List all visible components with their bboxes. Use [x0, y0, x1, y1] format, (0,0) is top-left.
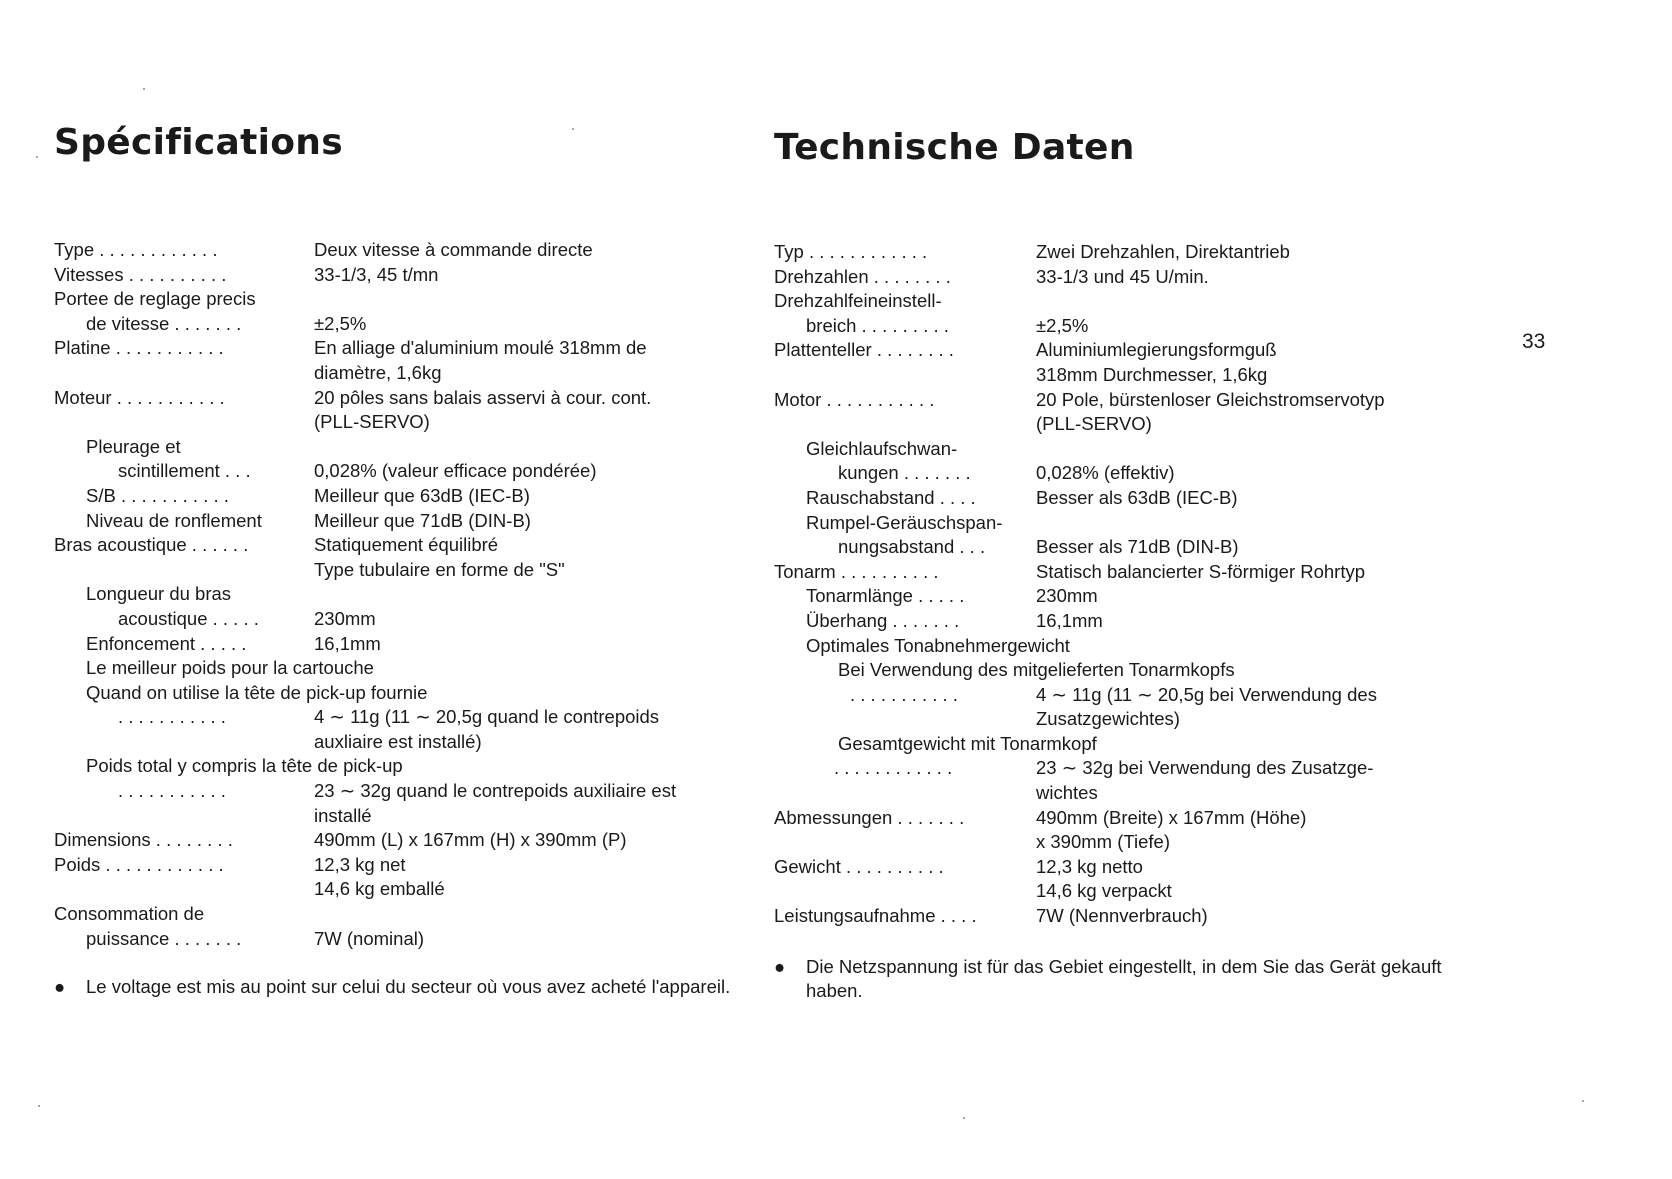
spec-label: puissance . . . . . . .: [86, 927, 242, 949]
spec-label: Rauschabstand . . . .: [806, 486, 976, 508]
german-title: Technische Daten: [774, 127, 1135, 168]
spec-label: Portee de reglage precis: [54, 288, 256, 310]
spec-label: Longueur du bras: [86, 583, 232, 605]
spec-row-bei-verwendung: [774, 658, 1494, 683]
spec-row-gewicht-kopf: [774, 683, 1494, 708]
spec-label: . . . . . . . . . . .: [118, 780, 226, 802]
note-text: Die Netzspannung ist für das Gebiet eingestellt, in dem Sie das Gerät gekauft haben.: [806, 956, 1442, 1001]
spec-label: Abmessungen . . . . . . .: [774, 806, 965, 828]
scan-speck: [572, 128, 574, 130]
spec-row-typ: [774, 240, 1494, 265]
spec-value: Besser als 71dB (DIN-B): [1036, 536, 1239, 558]
spec-value: (PLL-SERVO): [314, 411, 430, 433]
spec-value: 33-1/3, 45 t/mn: [314, 263, 439, 285]
spec-row-breich: [774, 314, 1494, 339]
spec-value: 7W (nominal): [314, 927, 424, 949]
spec-row-de-vitesse: [54, 312, 754, 337]
spec-row-puissance: [54, 927, 754, 952]
spec-label: Leistungsaufnahme . . . .: [774, 905, 977, 927]
spec-row-poids-cartouche-cont: [54, 730, 754, 755]
spec-label: Quand on utilise la tête de pick-up fournie: [86, 681, 428, 703]
spec-row-platine: [54, 336, 754, 361]
spec-label: Vitesses . . . . . . . . . .: [54, 263, 227, 285]
spec-value: 490mm (L) x 167mm (H) x 390mm (P): [314, 829, 627, 851]
scan-speck: [36, 156, 38, 158]
spec-row-optimales: [774, 634, 1494, 659]
spec-label: Poids total y compris la tête de pick-up: [86, 755, 403, 777]
spec-label: acoustique . . . . .: [118, 607, 259, 629]
spec-row-platine-cont: [54, 361, 754, 386]
spec-row-gesamtgewicht: [774, 732, 1494, 757]
page-number: 33: [1522, 330, 1546, 353]
spec-label: de vitesse . . . . . . .: [86, 312, 242, 334]
spec-row-gesamtgewicht-val: [774, 756, 1494, 781]
spec-value: Deux vitesse à commande directe: [314, 239, 593, 260]
spec-value: Meilleur que 71dB (DIN-B): [314, 509, 531, 531]
spec-label: nungsabstand . . .: [838, 536, 986, 558]
spec-value: 0,028% (effektiv): [1036, 462, 1175, 484]
spec-label: Gesamtgewicht mit Tonarmkopf: [838, 732, 1097, 754]
spec-row-poids-total: [54, 754, 754, 779]
spec-value: Type tubulaire en forme de "S": [314, 558, 565, 580]
spec-row-rumpel: [774, 511, 1494, 536]
spec-value: Statiquement équilibré: [314, 534, 499, 556]
spec-label: . . . . . . . . . . .: [118, 706, 226, 728]
spec-value: 14,6 kg verpackt: [1036, 880, 1172, 902]
spec-row-meilleur-poids: [54, 656, 754, 681]
scan-speck: [1582, 1100, 1584, 1102]
spec-row-longueur: [54, 582, 754, 607]
spec-row-abmessungen-cont: [774, 830, 1494, 855]
spec-value: 12,3 kg netto: [1036, 855, 1143, 877]
spec-value: diamètre, 1,6kg: [314, 361, 442, 383]
spec-value: 12,3 kg net: [314, 853, 406, 875]
spec-value: ±2,5%: [314, 312, 367, 334]
spec-label: Consommation de: [54, 903, 205, 925]
spec-row-moteur: [54, 386, 754, 411]
spec-row-motor-cont: [774, 412, 1494, 437]
spec-value: Zwei Drehzahlen, Direktantrieb: [1036, 241, 1290, 262]
spec-row-bras: [54, 533, 754, 558]
spec-row-rauschabstand: [774, 486, 1494, 511]
spec-label: Bras acoustique . . . . . .: [54, 534, 249, 556]
spec-row-type: [54, 238, 754, 263]
spec-value: 20 pôles sans balais asservi à cour. cont.: [314, 386, 652, 408]
scan-speck: [963, 1117, 965, 1119]
scan-speck: [38, 1105, 40, 1107]
spec-row-gewicht: [774, 855, 1494, 880]
spec-row-poids-total-val: [54, 779, 754, 804]
spec-value: 16,1mm: [1036, 609, 1103, 631]
spec-value: 23 ∼ 32g bei Verwendung des Zusatzge-: [1036, 757, 1374, 779]
spec-label: Rumpel-Geräuschspan-: [806, 511, 1003, 533]
spec-value: (PLL-SERVO): [1036, 413, 1152, 435]
spec-row-nungsabstand: [774, 535, 1494, 560]
spec-label: scintillement . . .: [118, 460, 251, 482]
spec-row-abmessungen: [774, 806, 1494, 831]
spec-value: 23 ∼ 32g quand le contrepoids auxiliaire est: [314, 780, 677, 802]
spec-label: Tonarm . . . . . . . . . .: [774, 560, 939, 582]
spec-value: 230mm: [1036, 585, 1098, 607]
spec-row-feineinstell: [774, 289, 1494, 314]
spec-row-acoustique: [54, 607, 754, 632]
spec-label: Niveau de ronflement: [86, 509, 262, 531]
spec-row-bras-cont: [54, 558, 754, 583]
spec-value: 7W (Nennverbrauch): [1036, 905, 1208, 927]
spec-label: Poids . . . . . . . . . . . .: [54, 853, 224, 875]
spec-label: Pleurage et: [86, 435, 181, 457]
spec-label: Überhang . . . . . . .: [806, 609, 960, 631]
spec-label: Gleichlaufschwan-: [806, 437, 958, 459]
spec-value: 20 Pole, bürstenloser Gleichstromservotyp: [1036, 388, 1385, 410]
french-voltage-note: [54, 975, 754, 1025]
spec-row-pleurage: [54, 435, 754, 460]
spec-row-gesamtgewicht-cont: [774, 781, 1494, 806]
scan-speck: [143, 88, 145, 90]
spec-row-poids: [54, 853, 754, 878]
french-title: Spécifications: [54, 122, 343, 163]
spec-row-kungen: [774, 461, 1494, 486]
spec-label: Moteur . . . . . . . . . . .: [54, 386, 225, 408]
spec-value: Meilleur que 63dB (IEC-B): [314, 484, 530, 506]
spec-label: Le meilleur poids pour la cartouche: [86, 657, 374, 679]
spec-row-plattenteller-cont: [774, 363, 1494, 388]
spec-row-scintillement: [54, 459, 754, 484]
spec-label: breich . . . . . . . . .: [806, 314, 949, 336]
spec-row-motor: [774, 388, 1494, 413]
spec-value: 490mm (Breite) x 167mm (Höhe): [1036, 806, 1307, 828]
spec-row-dimensions: [54, 828, 754, 853]
spec-value: ±2,5%: [1036, 314, 1089, 336]
spec-value: 230mm: [314, 607, 376, 629]
spec-row-gleichlauf: [774, 437, 1494, 462]
spec-label: Drehzahlen . . . . . . . .: [774, 265, 951, 287]
spec-row-tonarm: [774, 560, 1494, 585]
spec-label: Enfoncement . . . . .: [86, 632, 247, 654]
spec-label: . . . . . . . . . . . .: [834, 757, 953, 779]
spec-label: Typ . . . . . . . . . . . .: [774, 241, 928, 262]
spec-value: x 390mm (Tiefe): [1036, 831, 1170, 853]
german-spec-list: [774, 240, 1494, 929]
spec-row-poids-total-cont: [54, 804, 754, 829]
spec-value: 0,028% (valeur efficace pondérée): [314, 460, 597, 482]
spec-label: Plattenteller . . . . . . . .: [774, 339, 954, 361]
spec-label: . . . . . . . . . . .: [850, 683, 958, 705]
spec-row-gewicht-cont: [774, 879, 1494, 904]
spec-label: S/B . . . . . . . . . . .: [86, 484, 229, 506]
spec-row-quand: [54, 681, 754, 706]
spec-row-tonarmlaenge: [774, 584, 1494, 609]
spec-value: auxliaire est installé): [314, 730, 482, 752]
spec-label: Platine . . . . . . . . . . .: [54, 337, 224, 359]
spec-row-leistungsaufnahme: [774, 904, 1494, 929]
german-voltage-note: [774, 955, 1494, 1005]
spec-value: En alliage d'aluminium moulé 318mm de: [314, 337, 647, 359]
spec-value: 33-1/3 und 45 U/min.: [1036, 265, 1209, 287]
spec-row-gewicht-kopf-cont: [774, 707, 1494, 732]
spec-label: kungen . . . . . . .: [838, 462, 971, 484]
spec-value: Besser als 63dB (IEC-B): [1036, 486, 1238, 508]
spec-value: installé: [314, 804, 372, 826]
spec-value: 318mm Durchmesser, 1,6kg: [1036, 363, 1268, 385]
bullet-icon: ●: [54, 976, 66, 997]
spec-row-ronflement: [54, 509, 754, 534]
spec-label: Type . . . . . . . . . . . .: [54, 239, 218, 260]
spec-row-enfoncement: [54, 632, 754, 657]
spec-value: 14,6 kg emballé: [314, 878, 445, 900]
spec-row-vitesses: [54, 263, 754, 288]
spec-row-sb: [54, 484, 754, 509]
spec-row-portee: [54, 287, 754, 312]
french-spec-list: [54, 238, 754, 951]
bullet-icon: ●: [774, 956, 786, 977]
spec-label: Tonarmlänge . . . . .: [806, 585, 965, 607]
spec-row-poids-cartouche: [54, 705, 754, 730]
note-text: Le voltage est mis au point sur celui du secteur où vous avez acheté l'appareil.: [86, 976, 731, 997]
spec-value: wichtes: [1036, 782, 1098, 804]
spec-label: Optimales Tonabnehmergewicht: [806, 634, 1070, 656]
spec-label: Dimensions . . . . . . . .: [54, 829, 233, 851]
spec-row-poids-cont: [54, 877, 754, 902]
spec-value: 16,1mm: [314, 632, 381, 654]
spec-row-moteur-cont: [54, 410, 754, 435]
spec-row-plattenteller: [774, 338, 1494, 363]
spec-value: 4 ∼ 11g (11 ∼ 20,5g quand le contrepoids: [314, 706, 660, 728]
spec-row-ueberhang: [774, 609, 1494, 634]
spec-label: Motor . . . . . . . . . . .: [774, 388, 935, 410]
spec-value: Aluminiumlegierungsformguß: [1036, 339, 1277, 361]
spec-value: Statisch balancierter S-förmiger Rohrtyp: [1036, 560, 1366, 582]
spec-label: Gewicht . . . . . . . . . .: [774, 855, 944, 877]
spec-row-consommation: [54, 902, 754, 927]
spec-label: Drehzahlfeineinstell-: [774, 290, 942, 312]
spec-value: Zusatzgewichtes): [1036, 708, 1180, 730]
spec-row-drehzahlen: [774, 265, 1494, 290]
spec-value: 4 ∼ 11g (11 ∼ 20,5g bei Verwendung des: [1036, 683, 1377, 705]
spec-label: Bei Verwendung des mitgelieferten Tonarmkopfs: [838, 659, 1235, 681]
